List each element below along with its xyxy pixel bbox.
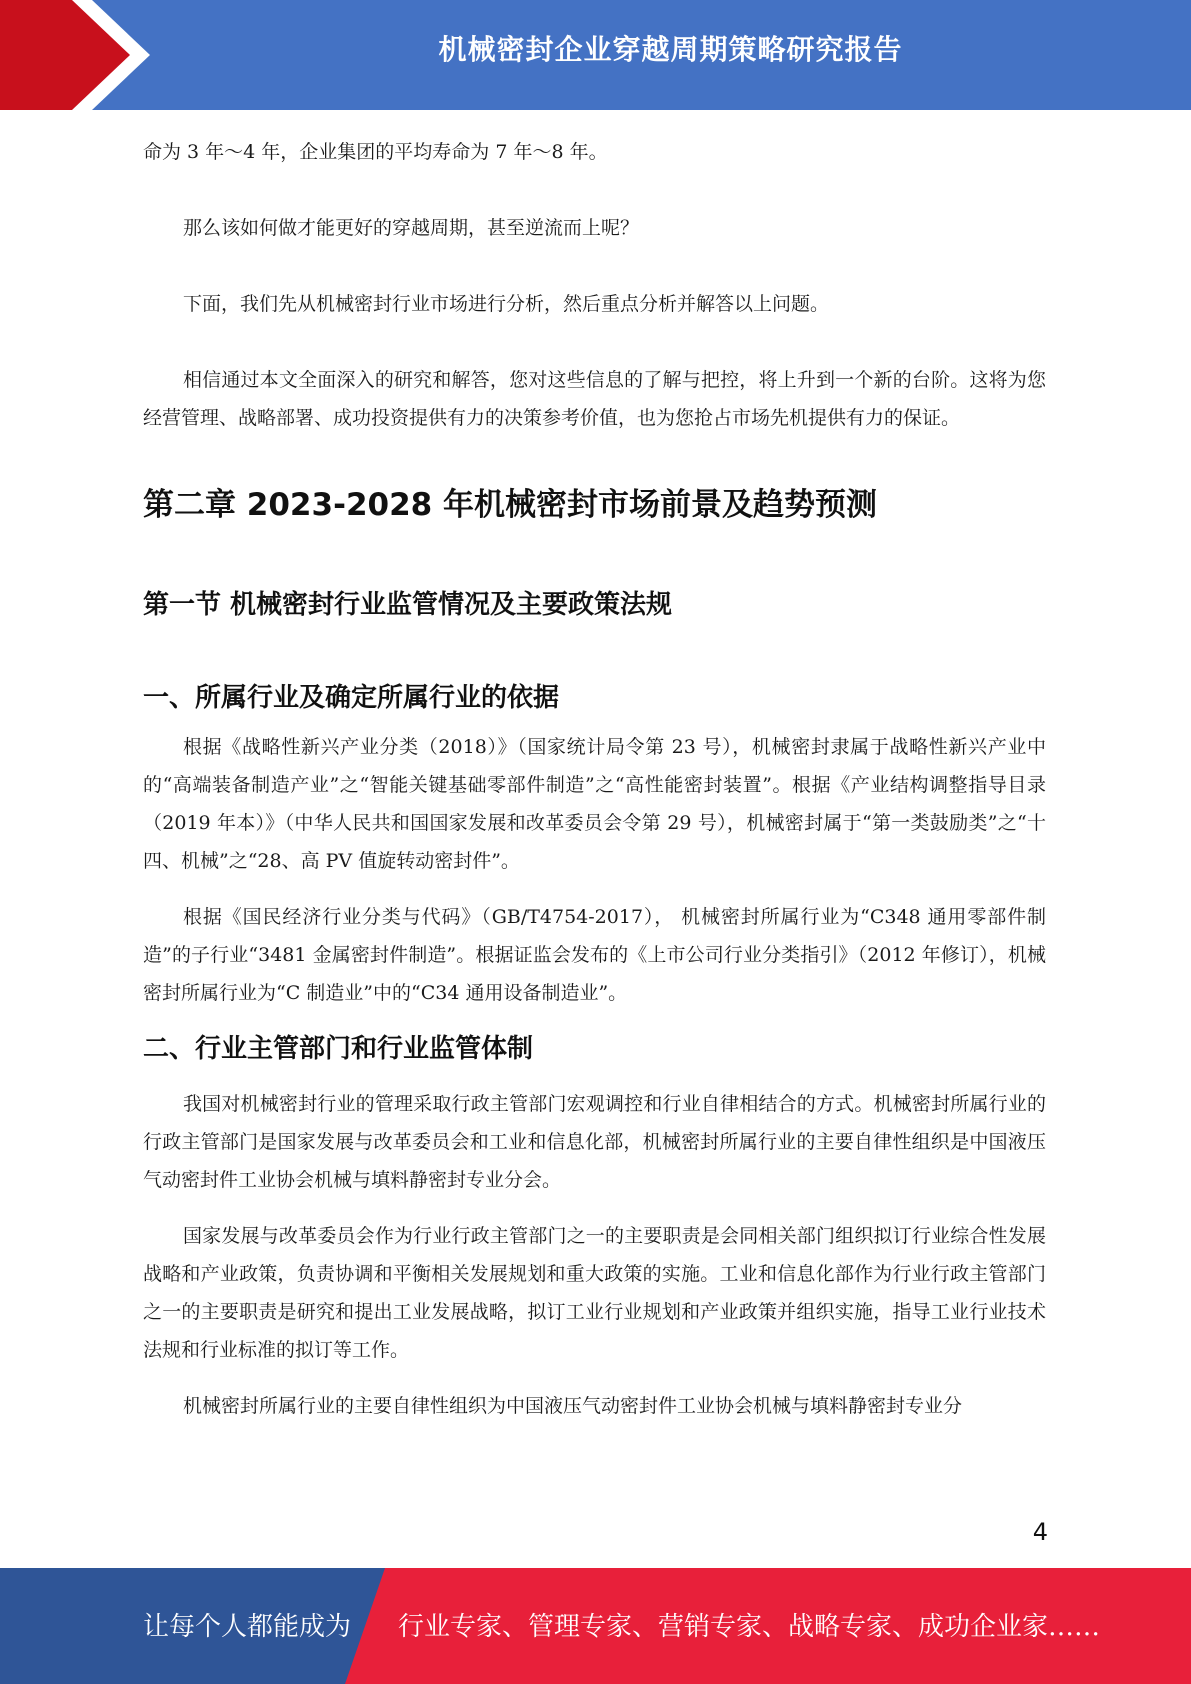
footer-banner	[0, 1568, 1191, 1684]
paragraph-regulation-2: 国家发展与改革委员会作为行业行政主管部门之一的主要职责是会同相关部门组织拟订行业综合性发展战略和产业政策，负责协调和平衡相关发展规划和重大政策的实施。工业和信息化部作为行业行政主管部门之一的主要职责是研究和提出工业发展战略，拟订工业行业规划和产业政策并组织实施，指导工业行业技术法规和行业标准的拟订等工作。	[143, 1225, 1046, 1361]
footer-slogan-left: 让每个人都能成为	[143, 1612, 352, 1642]
paragraph-regulation-3: 机械密封所属行业的主要自律性组织为中国液压气动密封件工业协会机械与填料静密封专业分	[183, 1395, 963, 1417]
paragraph-classification-2: 根据《国民经济行业分类与代码》（GB/T4754-2017）， 机械密封所属行业为“C348 通用零部件制造”的子行业“3481 金属密封件制造”。根据证监会发布的《上市公司行业分类指引》（2012 年修订），机械密封所属行业为“C 制造业”中的“C34 通用设备制造业”。	[143, 906, 1046, 1004]
paragraph-intro: 下面，我们先从机械密封行业市场进行分析，然后重点分析并解答以上问题。	[183, 293, 830, 315]
report-title: 机械密封企业穿越周期策略研究报告	[438, 33, 903, 66]
subsection-heading-1: 一、所属行业及确定所属行业的依据	[143, 683, 560, 713]
page-number: 4	[1032, 1518, 1048, 1546]
header-banner	[0, 0, 1191, 110]
chapter-heading: 第二章 2023-2028 年机械密封市场前景及趋势预测	[143, 487, 878, 523]
paragraph-continuation: 命为 3 年～4 年，企业集团的平均寿命为 7 年～8 年。	[143, 141, 608, 163]
footer-slogan-right: 行业专家、管理专家、营销专家、战略专家、成功企业家……	[398, 1612, 1101, 1642]
paragraph-regulation-1: 我国对机械密封行业的管理采取行政主管部门宏观调控和行业自律相结合的方式。机械密封所属行业的行政主管部门是国家发展与改革委员会和工业和信息化部，机械密封所属行业的主要自律性组织是中国液压气动密封件工业协会机械与填料静密封专业分会。	[143, 1093, 1046, 1191]
document-body	[143, 133, 1046, 1425]
subsection-heading-2: 二、行业主管部门和行业监管体制	[143, 1034, 534, 1064]
paragraph-value: 相信通过本文全面深入的研究和解答，您对这些信息的了解与把控，将上升到一个新的台阶。这将为您经营管理、战略部署、成功投资提供有力的决策参考价值，也为您抢占市场先机提供有力的保证。	[143, 369, 1046, 429]
paragraph-question: 那么该如何做才能更好的穿越周期，甚至逆流而上呢？	[183, 217, 640, 239]
paragraph-classification-1: 根据《战略性新兴产业分类（2018）》（国家统计局令第 23 号），机械密封隶属于战略性新兴产业中的“高端装备制造产业”之“智能关键基础零部件制造”之“高性能密封装置”。根据《产业结构调整指导目录（2019 年本）》（中华人民共和国国家发展和改革委员会令第 29 号），机械密封属于“第一类鼓励类”之“十四、机械”之“28、高 PV 值旋转动密封件”。	[143, 736, 1046, 872]
section-heading: 第一节 机械密封行业监管情况及主要政策法规	[143, 590, 673, 620]
